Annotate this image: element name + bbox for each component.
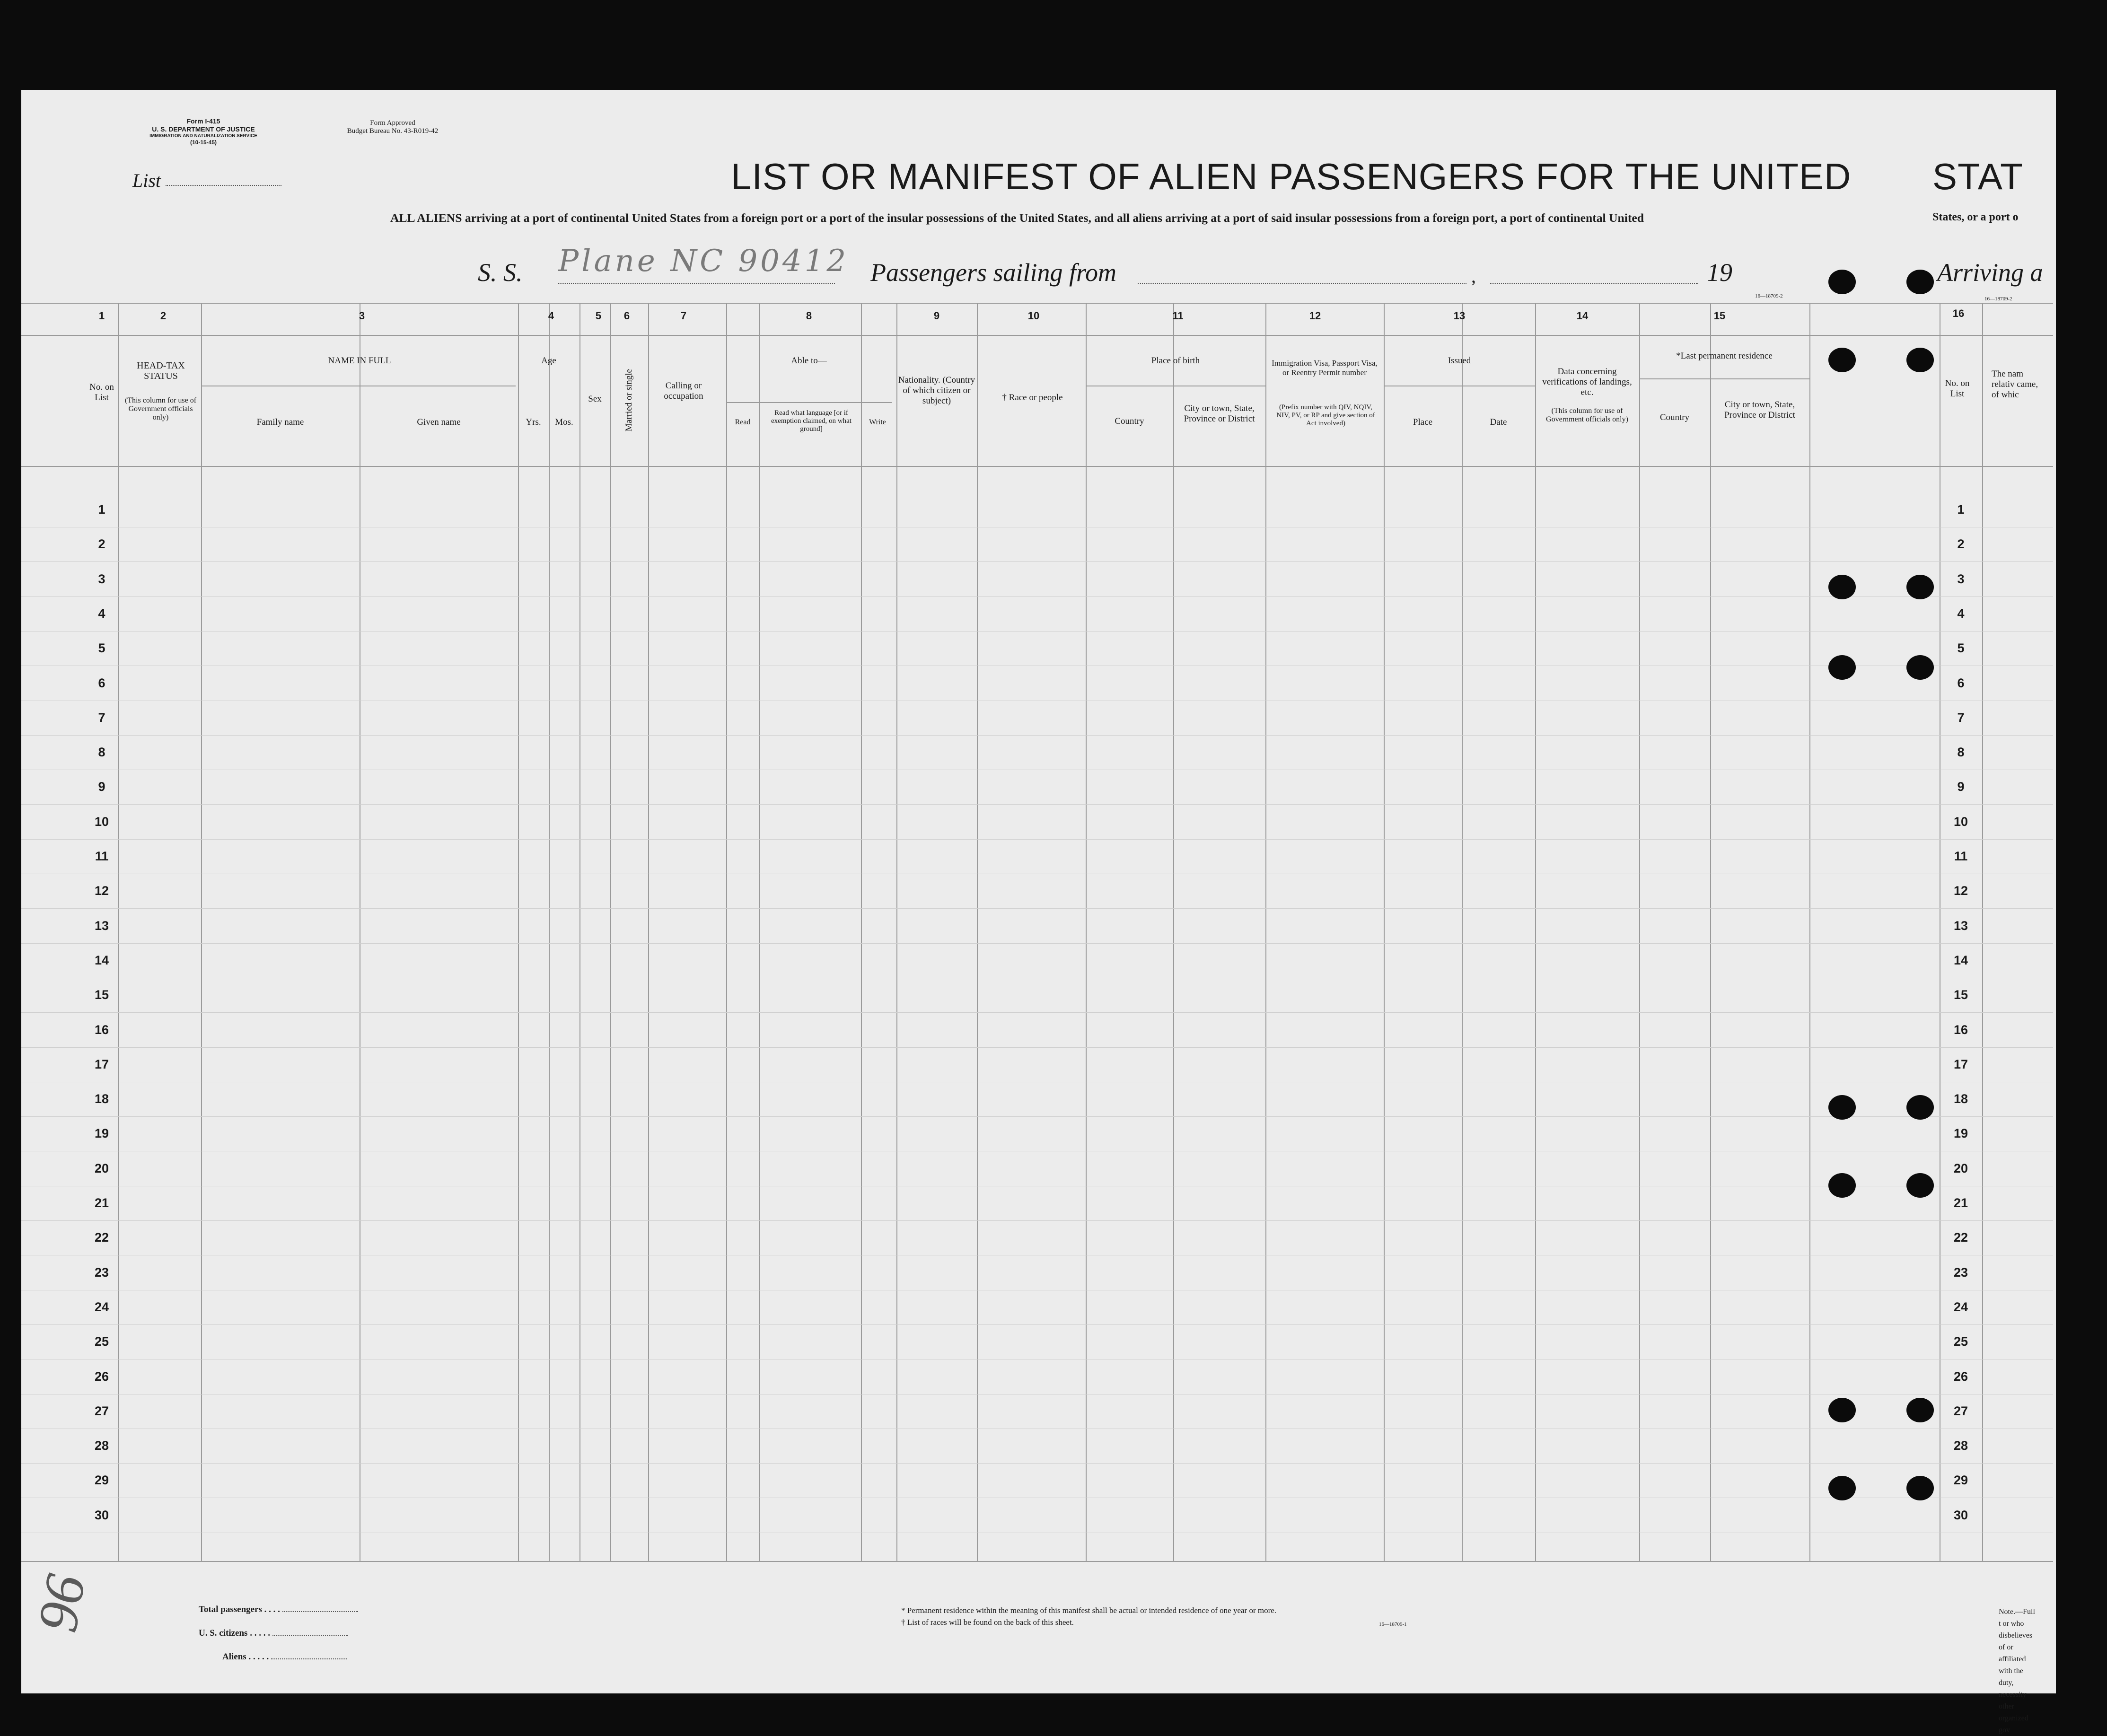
- column-rule: [726, 303, 727, 1561]
- colnum-12: 12: [1309, 310, 1321, 322]
- footer-note-residence: * Permanent residence within the meaning of this manifest shall be actual or intended residence of one year or more.: [901, 1606, 1277, 1615]
- arriving-label: Arriving a: [1937, 258, 2043, 287]
- punch-hole: [1906, 1173, 1934, 1198]
- hdr-read-language: Read what language [or if exemption claimed, on what ground]: [771, 409, 852, 433]
- row-number: 23: [94, 1265, 109, 1280]
- punch-hole: [1906, 575, 1934, 599]
- print-code-top: 16—18709-2: [1755, 293, 1783, 299]
- list-label: [132, 169, 281, 192]
- row-number-right: 6: [1957, 676, 1965, 690]
- page-title-continued: STAT: [1932, 156, 2023, 197]
- footer-citizens-label: U. S. citizens: [199, 1628, 248, 1638]
- form-service: IMMIGRATION AND NATURALIZATION SERVICE: [149, 133, 257, 139]
- row-number: 5: [98, 641, 105, 655]
- row-number-right: 16: [1953, 1023, 1968, 1037]
- row-rule: [21, 1463, 2053, 1464]
- punch-hole: [1828, 575, 1856, 599]
- row-number: 12: [94, 884, 109, 898]
- row-rule: [21, 561, 2053, 562]
- row-number-right: 10: [1953, 815, 1968, 829]
- row-number-right: 19: [1953, 1126, 1968, 1140]
- form-department: U. S. DEPARTMENT OF JUSTICE: [152, 125, 255, 133]
- footer-note-races: † List of races will be found on the back of this sheet.: [901, 1618, 1074, 1627]
- row-rule: [21, 943, 2053, 944]
- column-rule: [1535, 303, 1536, 1561]
- punch-hole: [1828, 655, 1856, 680]
- row-number: 26: [94, 1369, 109, 1384]
- row-number: 8: [98, 745, 105, 759]
- row-number: 1: [98, 502, 105, 517]
- sailing-label: Passengers sailing from: [870, 258, 1117, 287]
- row-number: 11: [95, 849, 109, 863]
- row-rule: [21, 1220, 2053, 1221]
- sailing-date-blank: [1490, 283, 1698, 284]
- colnum-13: 13: [1453, 310, 1466, 322]
- sailing-port-blank: [1138, 283, 1466, 284]
- hdr-res-city: City or town, State, Province or District: [1724, 400, 1795, 420]
- column-rule: [977, 303, 978, 1561]
- row-number-right: 9: [1957, 780, 1965, 794]
- hdr-married: Married or single: [624, 369, 634, 431]
- rule-top: [21, 303, 2053, 304]
- punch-hole: [1828, 1476, 1856, 1500]
- hdr-place: Place: [1413, 417, 1433, 427]
- row-number: 7: [98, 710, 105, 725]
- row-number-right: 7: [1957, 710, 1965, 725]
- column-rule: [1462, 303, 1463, 1561]
- row-number: 2: [98, 537, 105, 551]
- footer-note-right: Note.—Full t or who disbelieves of or affiliated with the duty, necessity other organized gov: [1999, 1608, 2035, 1734]
- punch-hole: [1828, 1095, 1856, 1120]
- row-number: 29: [94, 1473, 109, 1487]
- page-subtitle-continued: States, or a port o: [1932, 211, 2019, 223]
- punch-hole: [1906, 1398, 1934, 1422]
- column-rule: [648, 303, 649, 1561]
- rule-able-sub: [726, 402, 892, 403]
- sailing-comma: ,: [1471, 265, 1476, 287]
- row-number-right: 18: [1953, 1092, 1968, 1106]
- row-number-right: 26: [1953, 1369, 1968, 1384]
- row-rule: [21, 1116, 2053, 1117]
- footer-citizens-blank: [272, 1635, 348, 1636]
- colnum-15: 15: [1713, 310, 1726, 322]
- row-rule: [21, 1012, 2053, 1013]
- row-number-right: 13: [1953, 919, 1968, 933]
- hdr-yrs: Yrs.: [526, 417, 541, 427]
- row-number: 3: [98, 572, 105, 586]
- list-number-blank: [166, 179, 281, 186]
- rule-bottom: [21, 1561, 2053, 1562]
- row-number-right: 23: [1953, 1265, 1968, 1280]
- hdr-head-tax-note: (This column for use of Government officials only): [124, 396, 197, 421]
- row-number-right: 28: [1953, 1438, 1968, 1453]
- hdr-nationality: Nationality. (Country of which citizen or subject): [898, 375, 975, 406]
- hdr-race: † Race or people: [1002, 393, 1063, 403]
- row-rule: [21, 596, 2053, 597]
- form-date: (10-15-45): [190, 139, 217, 146]
- hdr-no-on-list: No. on List: [89, 382, 114, 403]
- ss-label: S. S.: [478, 258, 523, 287]
- colnum-1: 1: [98, 310, 105, 322]
- row-number: 9: [98, 780, 105, 794]
- row-number: 18: [94, 1092, 109, 1106]
- column-rule: [579, 303, 580, 1561]
- row-number: 20: [94, 1161, 109, 1175]
- form-meta-left: [114, 117, 293, 146]
- punch-hole: [1828, 1398, 1856, 1422]
- rule-header-bottom: [21, 466, 2053, 467]
- row-number: 17: [94, 1057, 109, 1071]
- punch-hole: [1828, 1173, 1856, 1198]
- sheet-edge: [2039, 90, 2056, 1693]
- hdr-landings-note: (This column for use of Government officials only): [1546, 407, 1628, 423]
- row-number: 16: [94, 1023, 109, 1037]
- column-rule: [518, 303, 519, 1561]
- colnum-11: 11: [1172, 310, 1184, 322]
- row-number-right: 4: [1957, 606, 1965, 621]
- ship-name-handwritten: Plane NC 90412: [558, 244, 849, 279]
- row-number: 14: [94, 953, 109, 967]
- column-rule: [1982, 303, 1983, 1561]
- column-rule: [1265, 303, 1266, 1561]
- column-rule: [1639, 303, 1640, 1561]
- hdr-right-partial: The nam relativ came, of whic: [1992, 369, 2038, 400]
- hdr-country: Country: [1115, 416, 1144, 426]
- footer-aliens-label: Aliens: [222, 1652, 246, 1662]
- row-number: 24: [94, 1300, 109, 1314]
- row-rule: [21, 1047, 2053, 1048]
- hdr-given-name: Given name: [417, 417, 461, 427]
- row-number: 10: [94, 815, 109, 829]
- hdr-able-to: Able to—: [791, 356, 827, 366]
- page-subtitle: ALL ALIENS arriving at a port of continental United States from a foreign port or a port of the insular possessions of the United States, and all aliens arriving at a port of said insular possessions from a foreign port, a port of continental United: [390, 211, 1644, 225]
- colnum-4: 4: [548, 310, 554, 322]
- row-number-right: 25: [1953, 1334, 1968, 1349]
- colnum-9: 9: [933, 310, 940, 322]
- form-meta-right: [317, 119, 468, 135]
- row-number-right: 20: [1953, 1161, 1968, 1175]
- form-budget: Budget Bureau No. 43-R019-42: [347, 127, 439, 135]
- colnum-5: 5: [595, 310, 602, 322]
- row-number-right: 1: [1957, 502, 1965, 517]
- row-rule: [21, 735, 2053, 736]
- row-number-right: 8: [1957, 745, 1965, 759]
- row-number: 6: [98, 676, 105, 690]
- hdr-read: Read: [735, 418, 751, 426]
- punch-hole: [1906, 1095, 1934, 1120]
- row-number-right: 17: [1953, 1057, 1968, 1071]
- colnum-8: 8: [806, 310, 812, 322]
- punch-hole: [1906, 348, 1934, 372]
- hdr-head-tax: HEAD-TAX STATUS: [137, 360, 185, 381]
- colnum-6: 6: [623, 310, 630, 322]
- page-title: LIST OR MANIFEST OF ALIEN PASSENGERS FOR THE UNITED: [731, 156, 1852, 197]
- row-number: 4: [98, 606, 105, 621]
- column-rule: [1809, 303, 1810, 1561]
- row-number: 13: [94, 919, 109, 933]
- footer-aliens: Aliens . . . . .: [222, 1652, 347, 1662]
- colnum-16: 16: [1952, 307, 1965, 319]
- row-number-right: 11: [1954, 849, 1968, 863]
- colnum-7: 7: [680, 310, 687, 322]
- row-rule: [21, 908, 2053, 909]
- hdr-calling: Calling or occupation: [664, 381, 703, 401]
- year-prefix: 19: [1707, 258, 1732, 287]
- row-number-right: 30: [1953, 1508, 1968, 1522]
- punch-hole: [1906, 655, 1934, 680]
- ship-name-line: [558, 283, 835, 284]
- hdr-write: Write: [869, 418, 886, 426]
- row-number: 25: [94, 1334, 109, 1349]
- row-rule: [21, 1324, 2053, 1325]
- hdr-age: Age: [541, 356, 556, 366]
- hdr-landings: Data concerning verifications of landings, etc.: [1542, 367, 1632, 397]
- column-rule: [1710, 303, 1711, 1561]
- rule-colnums: [21, 335, 2053, 336]
- row-rule: [21, 839, 2053, 840]
- column-rule: [1384, 303, 1385, 1561]
- row-number: 15: [94, 988, 109, 1002]
- row-number: 19: [94, 1126, 109, 1140]
- hdr-name-in-full: NAME IN FULL: [328, 356, 391, 366]
- punch-hole: [1906, 270, 1934, 294]
- row-number: 22: [94, 1230, 109, 1245]
- row-number-right: 29: [1953, 1473, 1968, 1487]
- hdr-res-country: Country: [1659, 412, 1690, 422]
- footer-total-label: Total passengers: [199, 1604, 262, 1614]
- column-rule: [896, 303, 897, 1561]
- form-number: Form I-415: [186, 117, 220, 125]
- column-rule: [201, 303, 202, 1561]
- list-label-text: List: [132, 170, 161, 191]
- column-rule: [1173, 303, 1174, 1561]
- row-number-right: 14: [1953, 953, 1968, 967]
- hdr-right-no: No. on List: [1945, 378, 1970, 399]
- hdr-date: Date: [1490, 417, 1507, 427]
- column-rule: [549, 303, 550, 1561]
- column-rule: [861, 303, 862, 1561]
- footer-handwritten-number: 96: [25, 1569, 97, 1637]
- row-number-right: 21: [1953, 1196, 1968, 1210]
- rule-res-sub: [1639, 378, 1809, 379]
- row-number-right: 12: [1953, 884, 1968, 898]
- column-rule: [1086, 303, 1087, 1561]
- hdr-family-name: Family name: [256, 417, 304, 427]
- footer-total-blank: [282, 1611, 358, 1612]
- row-number-right: 5: [1957, 641, 1965, 655]
- row-number-right: 2: [1957, 537, 1965, 551]
- hdr-last-residence: *Last permanent residence: [1676, 351, 1773, 361]
- row-number: 30: [94, 1508, 109, 1522]
- colnum-2: 2: [160, 310, 167, 322]
- row-number: 21: [94, 1196, 109, 1210]
- punch-hole: [1828, 270, 1856, 294]
- row-rule: [21, 804, 2053, 805]
- colnum-10: 10: [1027, 310, 1040, 322]
- row-number-right: 27: [1953, 1404, 1968, 1418]
- colnum-14: 14: [1576, 310, 1589, 322]
- footer-citizens: U. S. citizens . . . . .: [199, 1628, 348, 1639]
- footer-aliens-blank: [271, 1658, 347, 1659]
- row-number-right: 3: [1957, 572, 1965, 586]
- hdr-sex: Sex: [588, 394, 602, 404]
- punch-hole: [1906, 1476, 1934, 1500]
- hdr-visa-note: (Prefix number with QIV, NQIV, NIV, PV, or RP and give section of Act involved): [1276, 403, 1375, 427]
- form-approved: Form Approved: [370, 119, 415, 127]
- row-number-right: 22: [1953, 1230, 1968, 1245]
- manifest-sheet: [21, 90, 2053, 1734]
- footer-total: Total passengers . . . .: [199, 1604, 358, 1615]
- hdr-issued: Issued: [1448, 356, 1471, 366]
- row-number-right: 15: [1953, 988, 1968, 1002]
- punch-hole: [1828, 348, 1856, 372]
- column-rule: [610, 303, 611, 1561]
- hdr-mos: Mos.: [555, 417, 573, 427]
- print-code-top-right: 16—18709-2: [1984, 296, 2012, 302]
- column-rule: [118, 303, 119, 1561]
- hdr-place-of-birth: Place of birth: [1151, 356, 1200, 366]
- colnum-3: 3: [359, 310, 365, 322]
- row-number: 27: [94, 1404, 109, 1418]
- footer-print-code: 16—18709-1: [1379, 1622, 1407, 1627]
- column-rule: [759, 303, 760, 1561]
- hdr-visa: Immigration Visa, Passport Visa, or Reentry Permit number: [1272, 359, 1378, 377]
- hdr-city: City or town, State, Province or District: [1184, 403, 1255, 424]
- row-number-right: 24: [1953, 1300, 1968, 1314]
- row-number: 28: [94, 1438, 109, 1453]
